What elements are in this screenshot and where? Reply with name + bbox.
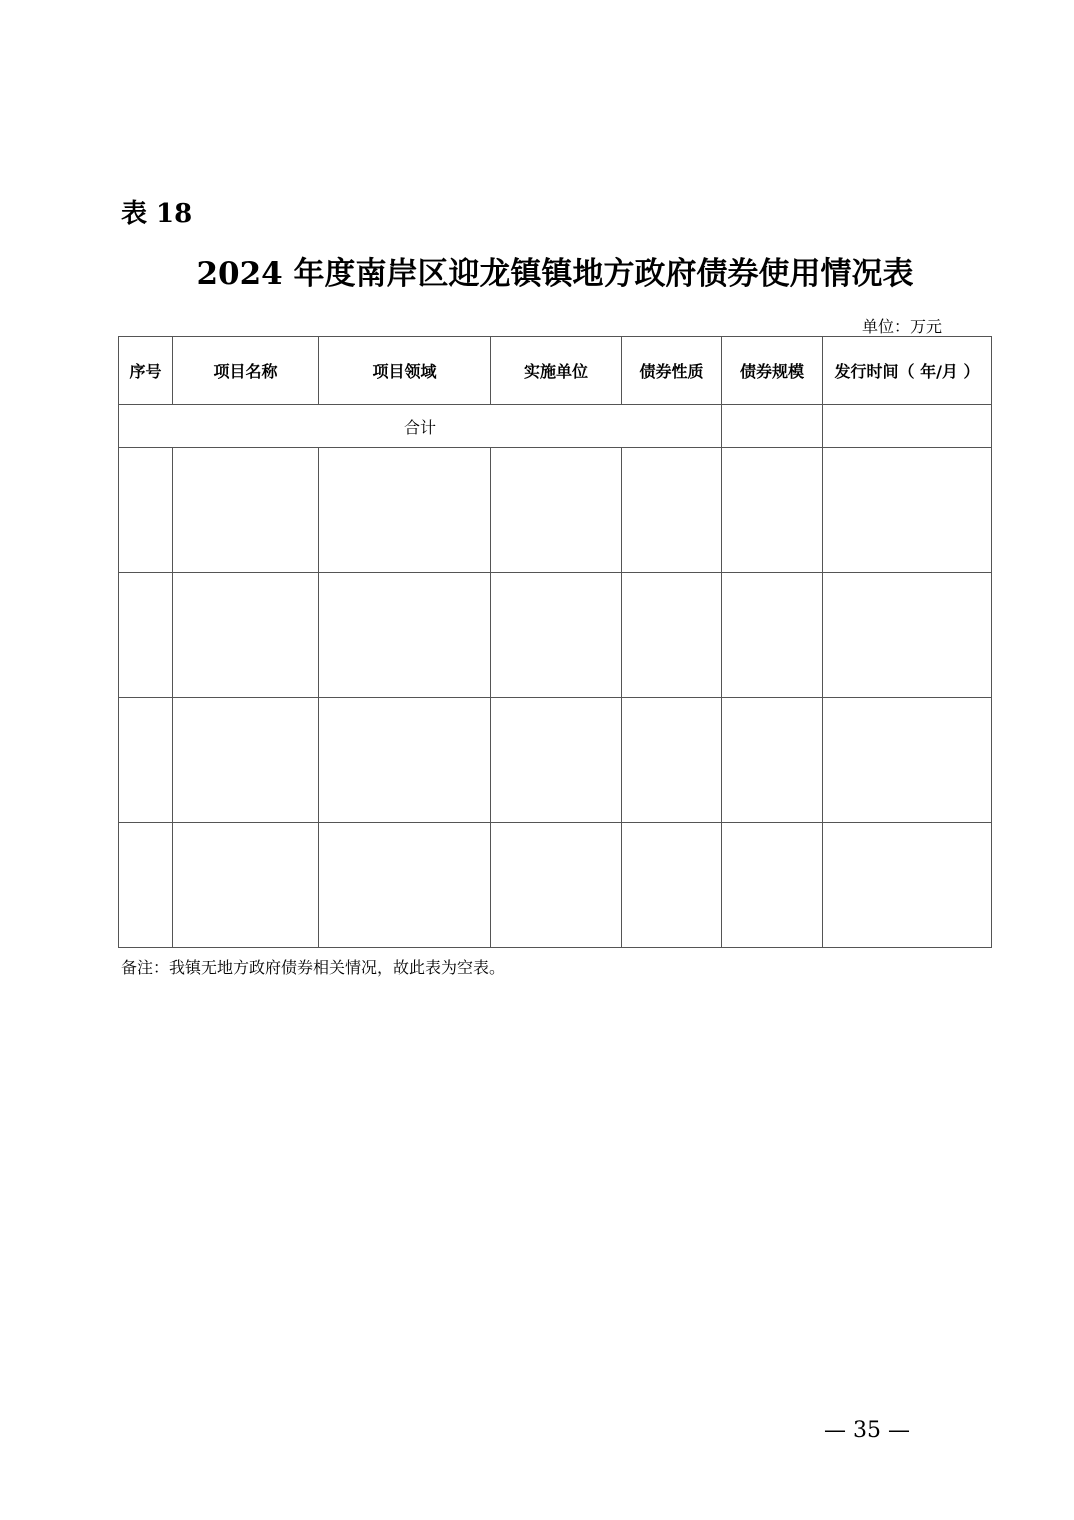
- table-cell: [722, 448, 823, 573]
- table-header-row: [119, 337, 992, 405]
- table-cell: [119, 448, 173, 573]
- total-row: [119, 405, 992, 448]
- table-cell: [173, 698, 319, 823]
- table-cell: [622, 698, 722, 823]
- table-cell: [319, 698, 491, 823]
- table-cell: [119, 823, 173, 948]
- table-cell: [491, 448, 622, 573]
- table-row: [119, 448, 992, 573]
- header-project-name: 项目名称: [173, 337, 319, 405]
- table-cell: [622, 573, 722, 698]
- table-cell: [319, 448, 491, 573]
- total-label: 合计: [119, 405, 722, 448]
- table-cell: [173, 823, 319, 948]
- header-issue-date: 发行时间（ 年/月 ）: [823, 337, 992, 405]
- table-cell: [319, 573, 491, 698]
- table-cell: [823, 698, 992, 823]
- header-bond-scale: 债券规模: [722, 337, 823, 405]
- table-cell: [722, 698, 823, 823]
- table-cell: [173, 573, 319, 698]
- table-cell: [119, 698, 173, 823]
- table-cell: [823, 573, 992, 698]
- table-cell: [173, 448, 319, 573]
- document-title: 2024 年度南岸区迎龙镇镇地方政府债券使用情况表: [196, 256, 914, 292]
- table-cell: [622, 448, 722, 573]
- total-issue-date-cell: [823, 405, 992, 448]
- header-bond-type: 债券性质: [622, 337, 722, 405]
- table-row: [119, 823, 992, 948]
- table-number-label: 表 18: [121, 199, 193, 229]
- table-cell: [722, 573, 823, 698]
- table-row: [119, 573, 992, 698]
- table-cell: [823, 823, 992, 948]
- table-cell: [119, 573, 173, 698]
- table-cell: [491, 698, 622, 823]
- total-bond-scale-cell: [722, 405, 823, 448]
- unit-note: 单位：万元: [862, 317, 943, 336]
- table-cell: [319, 823, 491, 948]
- header-serial-number: 序号: [119, 337, 173, 405]
- table-row: [119, 698, 992, 823]
- table-cell: [823, 448, 992, 573]
- table-cell: [491, 573, 622, 698]
- table-cell: [491, 823, 622, 948]
- page-number: — 35 —: [824, 1418, 910, 1443]
- header-project-field: 项目领域: [319, 337, 491, 405]
- table-cell: [722, 823, 823, 948]
- remark-note: 备注：我镇无地方政府债券相关情况，故此表为空表。: [121, 958, 506, 977]
- table-cell: [622, 823, 722, 948]
- bond-usage-table: [118, 336, 992, 948]
- header-implementing-unit: 实施单位: [491, 337, 622, 405]
